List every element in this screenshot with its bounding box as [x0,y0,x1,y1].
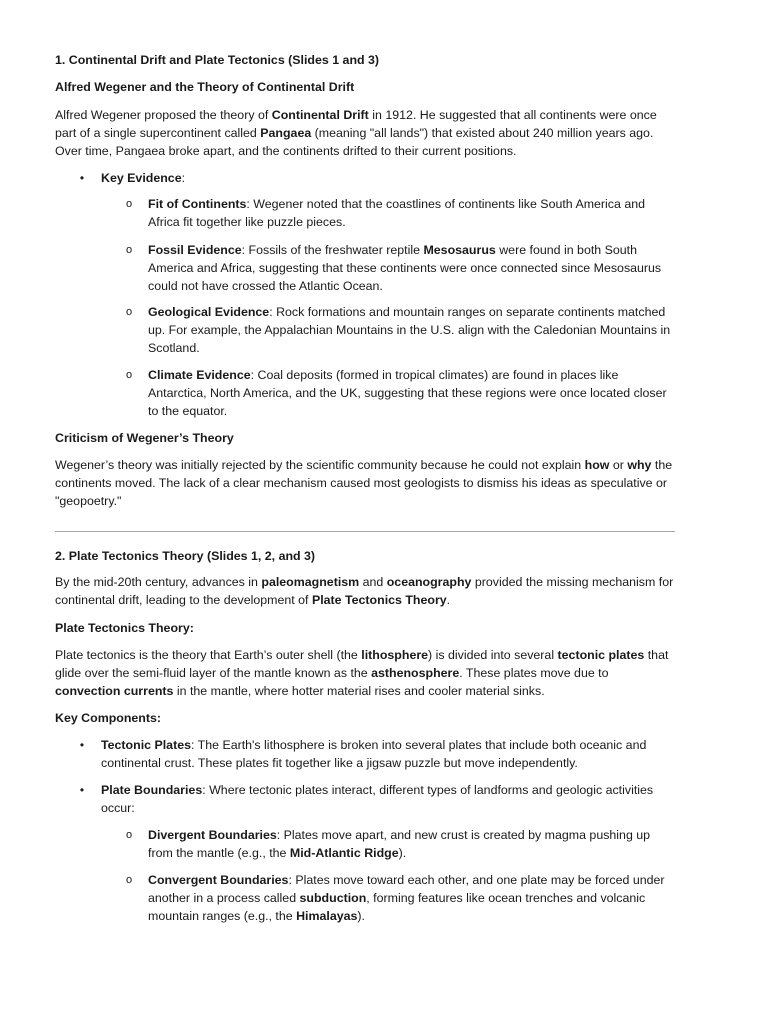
disc-bullet-icon: • [79,171,85,185]
evidence-item-fit: Fit of Continents: Wegener noted that the coastlines of continents like South America and Africa fit together like puzzle pieces. [148,197,646,229]
component-item-boundaries: Plate Boundaries: Where tectonic plates interact, different types of landforms and geologic activities occur: [101,783,654,815]
evidence-item-fossil: Fossil Evidence: Fossils of the freshwater reptile Mesosaurus were found in both South America and Africa, suggesting that these continents were once connected since Mesosaurus could not have crossed the Atlantic Ocean. [148,243,662,293]
criticism-paragraph: Wegener’s theory was initially rejected by the scientific community because he could not explain how or why the continents moved. The lack of a clear mechanism caused most geologists to dismiss his ideas as speculative or "geopoetry." [55,458,673,508]
section2-intro: By the mid-20th century, advances in paleomagnetism and oceanography provided the missing mechanism for continental drift, leading to the development of Plate Tectonics Theory. [55,575,674,607]
key-evidence-label: Key Evidence: [101,171,186,185]
section1-intro: Alfred Wegener proposed the theory of Continental Drift in 1912. He suggested that all continents were once part of a single supercontinent called Pangaea (meaning "all lands") that existed about 240 million years ago. Over time, Pangaea broke apart, and the continents drifted to their current positions. [55,108,657,158]
circle-bullet-icon: o [125,874,133,886]
components-heading: Key Components: [55,711,162,725]
disc-bullet-icon: • [79,738,85,752]
theory-heading: Plate Tectonics Theory: [55,621,194,635]
circle-bullet-icon: o [125,198,133,210]
circle-bullet-icon: o [125,306,133,318]
theory-paragraph: Plate tectonics is the theory that Earth’s outer shell (the lithosphere) is divided into several tectonic plates that glide over the semi-fluid layer of the mantle known as the asthenosphere. These plates move due to convection currents in the mantle, where hotter material rises and cooler material sinks. [55,648,669,698]
horizontal-divider [55,531,675,532]
section2-heading: 2. Plate Tectonics Theory (Slides 1, 2, and 3) [55,549,316,563]
circle-bullet-icon: o [125,829,133,841]
circle-bullet-icon: o [125,369,133,381]
section1-subheading: Alfred Wegener and the Theory of Continental Drift [55,80,355,94]
criticism-heading: Criticism of Wegener’s Theory [55,431,234,445]
component-item-plates: Tectonic Plates: The Earth's lithosphere is broken into several plates that include both oceanic and continental crust. These plates fit together like a jigsaw puzzle but move independently. [101,738,647,770]
boundary-item-divergent: Divergent Boundaries: Plates move apart, and new crust is created by magma pushing up from the mantle (e.g., the Mid-Atlantic Ridge). [148,828,651,860]
section1-heading: 1. Continental Drift and Plate Tectonics (Slides 1 and 3) [55,53,380,67]
circle-bullet-icon: o [125,244,133,256]
boundary-item-convergent: Convergent Boundaries: Plates move toward each other, and one plate may be forced under another in a process called subduction, forming features like ocean trenches and volcanic mountain ranges (e.g., the Himalayas). [148,873,665,923]
evidence-item-climate: Climate Evidence: Coal deposits (formed in tropical climates) are found in places like Antarctica, North America, and the UK, suggesting that these regions were once located closer to the equator. [148,368,667,418]
disc-bullet-icon: • [79,783,85,797]
evidence-item-geological: Geological Evidence: Rock formations and mountain ranges on separate continents matched up. For example, the Appalachian Mountains in the U.S. align with the Caledonian Mountains in Scotland. [148,305,671,355]
